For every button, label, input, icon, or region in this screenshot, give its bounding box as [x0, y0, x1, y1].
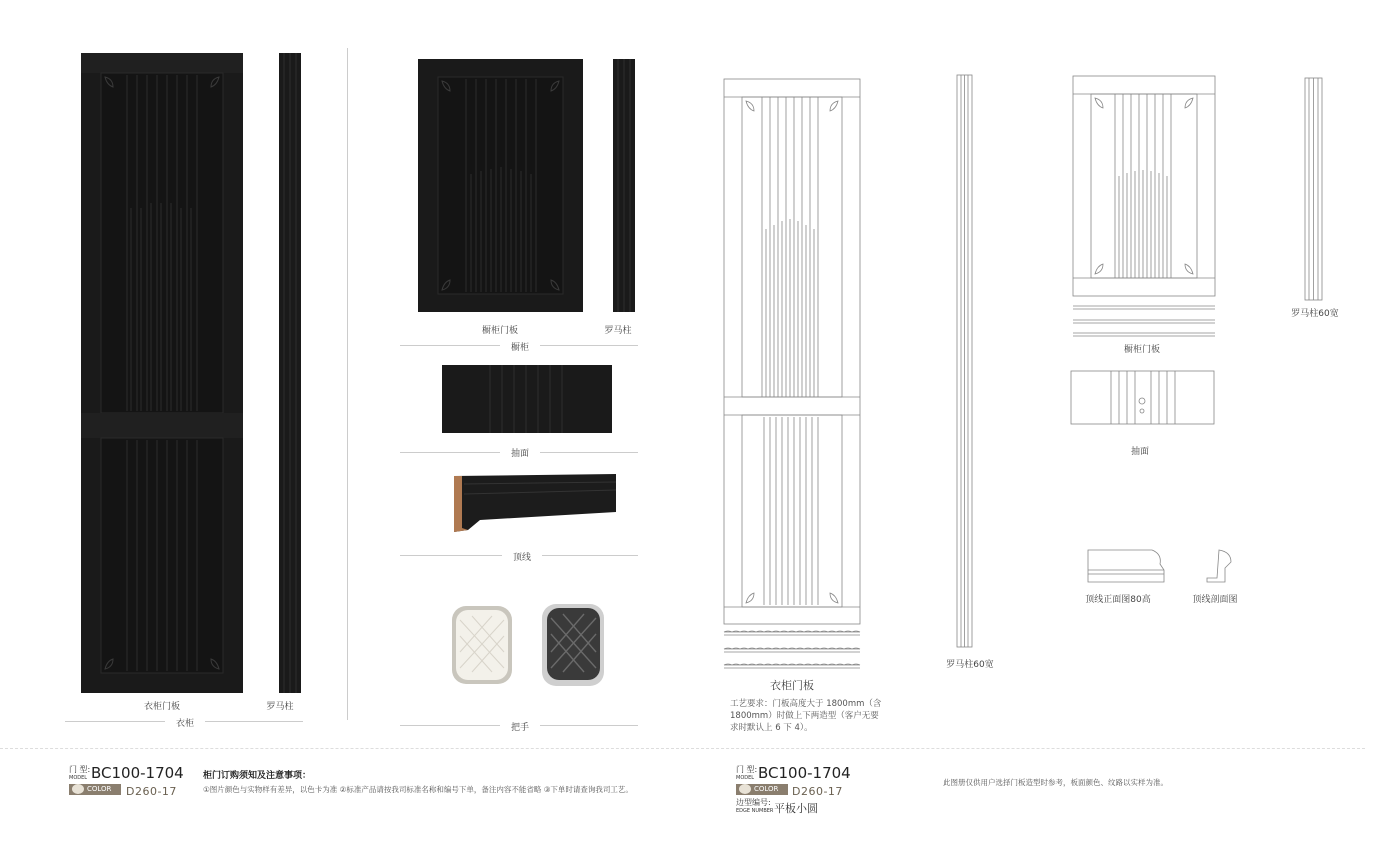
crown-front-drawing-label: 顶线正面图80高: [1085, 595, 1151, 605]
drawer-front-drawing: [1071, 371, 1215, 425]
footer-right-color-label: COLOR: [754, 785, 779, 793]
wardrobe-door-photo: [81, 53, 243, 693]
cabinet-section-label: 橱柜: [500, 340, 540, 353]
footer-left-color-code: D260-17: [126, 785, 177, 798]
drawer-label: 抽面: [500, 446, 540, 459]
roman-column-photo: [279, 53, 301, 693]
crown-molding-photo: [440, 472, 618, 534]
panel-divider: [347, 48, 348, 720]
wardrobe-door-drawing: [724, 79, 860, 669]
handle-label: 把手: [500, 720, 540, 733]
handle-white-photo: [448, 606, 514, 686]
footer-left-model-en: MODEL: [69, 775, 88, 781]
craft-note: [730, 698, 881, 734]
footer-right-edge-en: EDGE NUMBER: [736, 808, 774, 814]
handle-black-photo: [538, 604, 604, 688]
cabinet-door-drawing-label: 橱柜门板: [1123, 345, 1160, 355]
crown-section-drawing-label: 顶线剖面图: [1192, 595, 1238, 605]
roman-column-drawing: [957, 75, 973, 647]
notes-text: ①图片颜色与实物样有差异，以色卡为准 ②标准产品请按我司标准名称和编号下单，备注内容不能省略 ③下单时请查询我司工艺。: [203, 785, 633, 794]
footer-left-model-cn: 门 型:: [69, 765, 91, 774]
cabinet-door-label: 橱柜门板: [481, 326, 518, 336]
cabinet-door-photo: [418, 59, 583, 312]
wardrobe-door-label: 衣柜门板: [143, 702, 180, 712]
roman-column-small-drawing-label: 罗马柱60宽: [1291, 309, 1339, 319]
crown-label: 顶线: [502, 550, 542, 563]
footer-right-edge-cn: 边型编号:: [736, 798, 771, 807]
craft-note-line-1: 工艺要求：门板高度大于 1800mm（含: [730, 699, 882, 709]
drawer-drawing-label: 抽面: [1130, 447, 1149, 457]
footer-left-color-label: COLOR: [87, 785, 112, 793]
roman-column-drawing-label: 罗马柱60宽: [946, 660, 994, 670]
footer-divider: [0, 748, 1365, 749]
cabinet-roman-column-photo: [613, 59, 635, 312]
footer-left-model-code: BC100-1704: [91, 764, 184, 782]
roman-column-small-drawing: [1305, 78, 1323, 300]
wardrobe-section-label: 衣柜: [165, 716, 205, 729]
crown-front-drawing: [1086, 548, 1166, 584]
footer-disclaimer: 此图册仅供用户选择门板造型时参考，板面颜色、纹路以实样为准。: [943, 778, 1168, 787]
palette-icon: [739, 784, 751, 794]
palette-icon: [72, 784, 84, 794]
drawer-front-photo: [442, 365, 612, 433]
footer-right-color-code: D260-17: [792, 785, 843, 798]
craft-note-line-2: 1800mm）时做上下两造型（客户无要: [730, 711, 879, 721]
cabinet-roman-column-label: 罗马柱: [604, 326, 632, 336]
footer-right-model-en: MODEL: [736, 775, 755, 781]
notes-title: 柜门订购须知及注意事项：: [203, 771, 312, 781]
footer-right-model-cn: 门 型:: [736, 765, 758, 774]
footer-right-model-code: BC100-1704: [758, 764, 851, 782]
wardrobe-door-drawing-label: 衣柜门板: [770, 679, 814, 692]
cabinet-door-drawing: [1073, 76, 1216, 338]
craft-note-line-3: 求时默认上 6 下 4）。: [730, 723, 813, 733]
roman-column-label: 罗马柱: [266, 702, 294, 712]
footer-right-edge-value: 平板小圆: [774, 802, 818, 815]
crown-section-drawing: [1205, 548, 1235, 584]
